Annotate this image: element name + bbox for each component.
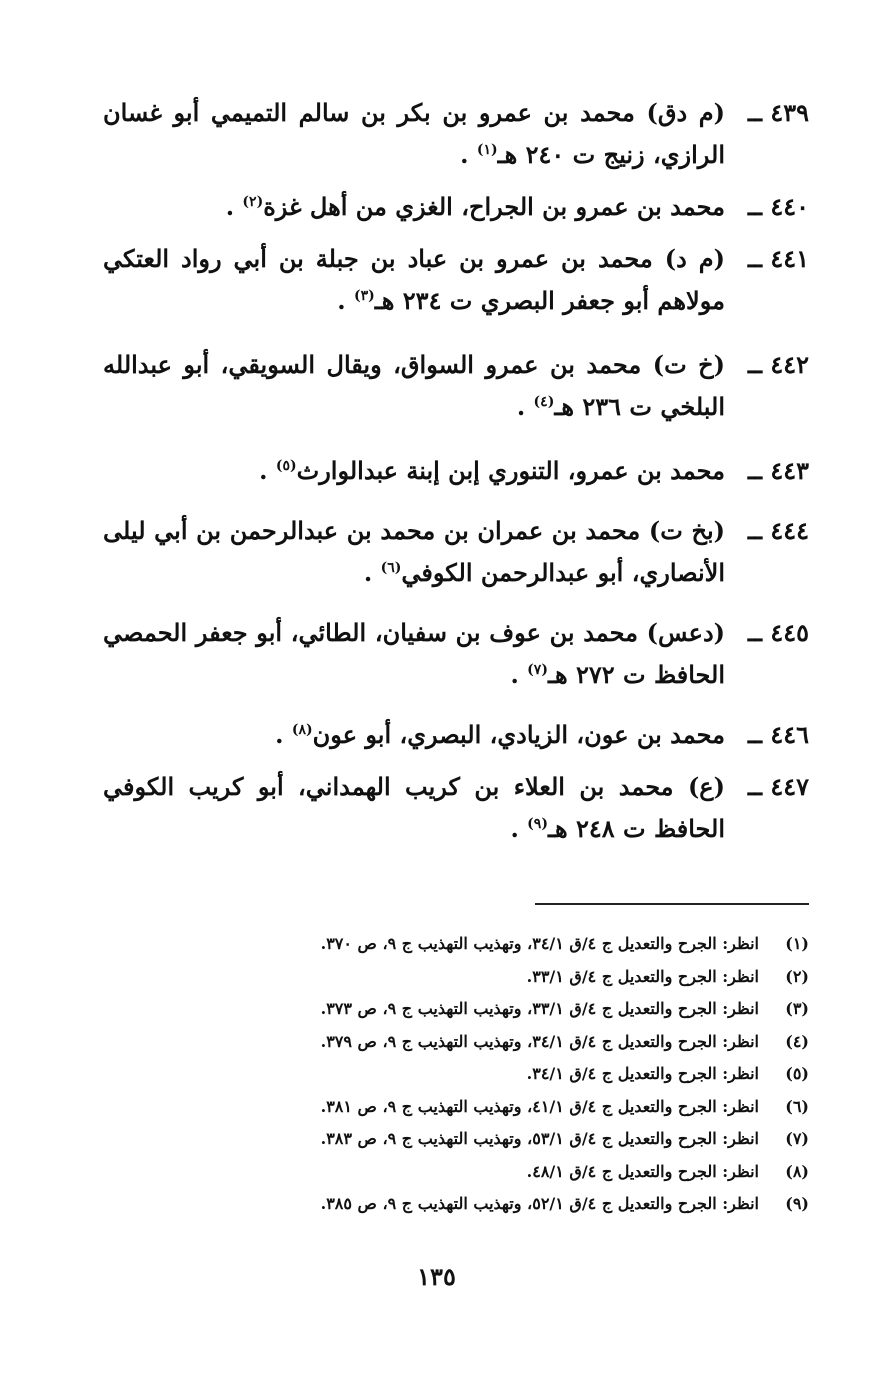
entry-441: [103, 238, 809, 322]
entry-end-mark: .: [363, 558, 373, 587]
footnote-2: [169, 961, 809, 994]
footnote-number: (٤): [785, 1031, 809, 1051]
entry-number: ٤٤٣ ــ: [747, 456, 809, 485]
footnote-number: (٥): [785, 1064, 809, 1083]
entry-end-mark: .: [460, 140, 469, 169]
footnote-reference: (١): [476, 142, 498, 158]
entry-number: ٤٤٠ ــ: [747, 192, 809, 221]
entry-number: ٤٤٧ ــ: [747, 772, 809, 801]
footnote-number: (١): [785, 934, 809, 953]
entry-body: محمد بن عون، الزيادي، البصري، أبو عون: [312, 720, 725, 749]
entry-445: [103, 612, 809, 696]
entry-446: [103, 714, 809, 756]
entry-number: ٤٤٤ ــ: [747, 516, 809, 545]
footnote-4: [169, 1026, 809, 1059]
footnote-number: (٦): [785, 1096, 809, 1116]
footnote-8: [169, 1156, 809, 1189]
footnote-reference: (٤): [533, 394, 555, 410]
entry-end-mark: .: [259, 456, 268, 485]
footnote-number: (٣): [785, 999, 809, 1018]
entry-body: (بخ ت) محمد بن عمران بن محمد بن عبدالرحمن بن أبي ليلى الأنصاري، أبو عبدالرحمن الكوفي: [103, 516, 725, 587]
entry-text: [103, 450, 725, 492]
footnote-7: [169, 1123, 809, 1156]
footnote-reference: (٣): [353, 288, 375, 304]
footnote-number: (٨): [785, 1161, 809, 1181]
entry-end-mark: .: [225, 192, 235, 221]
entry-body: (خ ت) محمد بن عمرو السواق، ويقال السويقي، أبو عبدالله البلخي ت ٢٣٦ هـ: [103, 350, 725, 421]
footnote-number: (٩): [785, 1194, 809, 1213]
footnote-reference: (٧): [527, 662, 548, 678]
footnote-text: انظر: الجرح والتعديل ج ٤/ق ٣٤/١.: [526, 1064, 759, 1083]
footnote-1: [169, 928, 809, 961]
entry-number: ٤٤٢ ــ: [747, 350, 809, 379]
entry-number: ٤٣٩ ــ: [747, 98, 809, 127]
entry-text: [103, 186, 725, 228]
footnote-reference: (٩): [527, 816, 548, 832]
footnote-3: [169, 993, 809, 1026]
entry-447: [103, 766, 809, 850]
entry-end-mark: .: [510, 660, 519, 689]
footnote-number: (٧): [785, 1129, 809, 1148]
entry-439: [103, 92, 809, 176]
footnote-text: انظر: الجرح والتعديل ج ٤/ق ٣٤/١، وتهذيب التهذيب ج ٩، ص ٣٧٩.: [320, 1031, 759, 1051]
entry-body: (ع) محمد بن العلاء بن كريب الهمداني، أبو كريب الكوفي الحافظ ت ٢٤٨ هـ: [103, 772, 725, 843]
footnote-9: [169, 1188, 809, 1221]
entries-list: [103, 92, 809, 850]
entry-number: ٤٤٦ ــ: [747, 720, 809, 749]
footnote-number: (٢): [785, 966, 809, 986]
footnote-6: [169, 1091, 809, 1124]
entry-text: [103, 344, 725, 428]
footnote-text: انظر: الجرح والتعديل ج ٤/ق ٣٣/١، وتهذيب التهذيب ج ٩، ص ٣٧٣.: [320, 999, 759, 1018]
footnote-text: انظر: الجرح والتعديل ج ٤/ق ٣٤/١، وتهذيب التهذيب ج ٩، ص ٣٧٠.: [320, 934, 759, 953]
entry-body: (م د) محمد بن عمرو بن عباد بن جبلة بن أبي رواد العتكي مولاهم أبو جعفر البصري ت ٢٣٤ هـ: [103, 244, 725, 315]
entry-body: (م دق) محمد بن عمرو بن بكر بن سالم التميمي أبو غسان الرازي، زنيج ت ٢٤٠ هـ: [103, 98, 725, 169]
entry-end-mark: .: [510, 814, 519, 843]
entry-text: [103, 714, 725, 756]
entry-text: [103, 510, 725, 594]
entry-text: [103, 612, 725, 696]
footnote-text: انظر: الجرح والتعديل ج ٤/ق ٤٨/١.: [526, 1161, 759, 1181]
footnote-text: انظر: الجرح والتعديل ج ٤/ق ٤١/١، وتهذيب التهذيب ج ٩، ص ٣٨١.: [320, 1096, 759, 1116]
footnote-text: انظر: الجرح والتعديل ج ٤/ق ٥٢/١، وتهذيب التهذيب ج ٩، ص ٣٨٥.: [320, 1194, 759, 1213]
entry-444: [103, 510, 809, 594]
entry-end-mark: .: [516, 392, 526, 421]
footnote-reference: (٥): [275, 458, 297, 474]
footnote-5: [169, 1058, 809, 1091]
entry-443: [103, 450, 809, 492]
entry-440: [103, 186, 809, 228]
footnote-text: انظر: الجرح والتعديل ج ٤/ق ٥٣/١، وتهذيب التهذيب ج ٩، ص ٣٨٣.: [320, 1129, 759, 1148]
entry-text: [103, 766, 725, 850]
footnote-divider: [535, 903, 809, 905]
entry-end-mark: .: [337, 286, 346, 315]
footnote-text: انظر: الجرح والتعديل ج ٤/ق ٣٣/١.: [526, 966, 759, 986]
entry-text: [103, 92, 725, 176]
entry-body: (دعس) محمد بن عوف بن سفيان، الطائي، أبو جعفر الحمصي الحافظ ت ٢٧٢ هـ: [103, 618, 726, 689]
entry-number: ٤٤٥ ــ: [747, 618, 809, 647]
footnote-reference: (٢): [242, 194, 264, 210]
footnote-reference: (٨): [291, 722, 313, 738]
entry-442: [103, 344, 809, 428]
entry-number: ٤٤١ ــ: [747, 244, 809, 273]
page-number: ١٣٥: [417, 1262, 456, 1291]
footnotes-list: [169, 928, 809, 1221]
footnote-reference: (٦): [380, 560, 402, 576]
entry-text: [103, 238, 725, 322]
entry-body: محمد بن عمرو، التنوري إبن إبنة عبدالوارث: [296, 456, 725, 485]
entry-body: محمد بن عمرو بن الجراح، الغزي من أهل غزة: [263, 192, 725, 221]
entry-end-mark: .: [275, 720, 284, 749]
